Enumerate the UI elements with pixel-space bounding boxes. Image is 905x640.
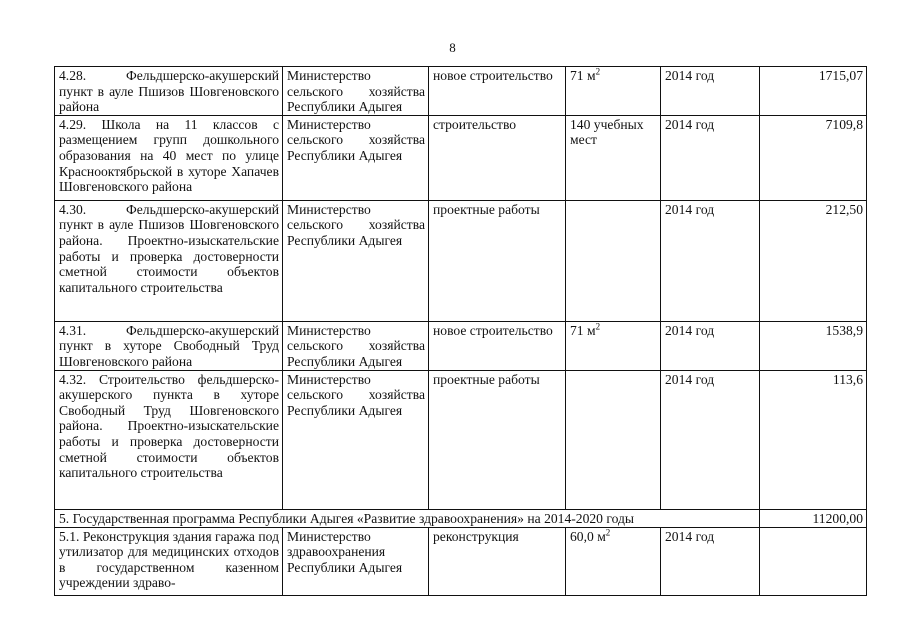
amount-cell <box>760 527 867 595</box>
section-total: 11200,00 <box>760 509 867 527</box>
work-type-cell: проектные работы <box>429 370 566 509</box>
object-name-cell: 4.32. Строительство фельдшерско-акушерского пункта в хуторе Свободный Труд Шовгеновского района. Проектно-изыскательские работы и проверка достоверности сметной стоимости объектов капитального строительства <box>55 370 283 509</box>
ministry-cell: Министерство здравоохранения Республики Адыгея <box>283 527 429 595</box>
capacity-value: 71 м <box>570 68 596 83</box>
capacity-cell <box>566 67 661 116</box>
capacity-cell <box>566 321 661 370</box>
ministry-cell: Министерство сельского хозяйства Республики Адыгея <box>283 200 429 321</box>
object-name-cell: 4.30. Фельдшерско-акушерский пункт в ауле Пшизов Шовгеновского района. Проектно-изыскательские работы и проверка достоверности сметной стоимости объектов капитального строительства <box>55 200 283 321</box>
capacity-value: 71 м <box>570 322 596 338</box>
year-cell: 2014 год <box>661 527 760 595</box>
year-cell: 2014 год <box>661 67 760 116</box>
table-body <box>55 67 867 596</box>
table-row <box>55 527 867 595</box>
year-cell: 2014 год <box>661 370 760 509</box>
table-row <box>55 321 867 370</box>
amount-cell: 113,6 <box>760 370 867 509</box>
year-cell: 2014 год <box>661 321 760 370</box>
year-cell: 2014 год <box>661 200 760 321</box>
page-number: 8 <box>449 40 456 55</box>
capacity-unit-superscript: 2 <box>595 66 601 77</box>
work-type-cell: строительство <box>429 115 566 200</box>
capacity-unit-superscript: 2 <box>605 527 611 538</box>
table-row <box>55 370 867 509</box>
ministry-cell: Министерство сельского хозяйства Республики Адыгея <box>283 321 429 370</box>
work-type-cell: новое строительство <box>429 321 566 370</box>
table-row <box>55 200 867 321</box>
amount-cell: 7109,8 <box>760 115 867 200</box>
capacity-cell <box>566 200 661 321</box>
section-row <box>55 509 867 527</box>
objects-table <box>54 66 867 596</box>
capacity-value: 140 учебных мест <box>570 116 644 148</box>
table-row <box>55 115 867 200</box>
amount-cell: 1538,9 <box>760 321 867 370</box>
ministry-cell: Министерство сельского хозяйства Республики Адыгея <box>283 115 429 200</box>
capacity-value: 60,0 м <box>570 528 606 544</box>
ministry-cell: Министерство сельского хозяйства Республики Адыгея <box>283 67 429 116</box>
capacity-cell <box>566 370 661 509</box>
work-type-cell: новое строительство <box>429 67 566 116</box>
section-title: 5. Государственная программа Республики Адыгея «Развитие здравоохранения» на 2014-2020 годы <box>55 509 760 527</box>
table-row <box>55 67 867 116</box>
capacity-cell <box>566 527 661 595</box>
object-name-cell: 5.1. Реконструкция здания гаража под утилизатор для медицинских отходов в государственном казенном учреждении здраво- <box>55 527 283 595</box>
amount-cell: 1715,07 <box>760 67 867 116</box>
capacity-unit-superscript: 2 <box>595 321 601 332</box>
object-name-cell: 4.29. Школа на 11 классов с размещением групп дошкольного образования на 40 мест по улице Краснооктябрьской в хуторе Хапачев Шовгеновского района <box>55 115 283 200</box>
ministry-cell: Министерство сельского хозяйства Республики Адыгея <box>283 370 429 509</box>
work-type-cell: реконструкция <box>429 527 566 595</box>
amount-cell: 212,50 <box>760 200 867 321</box>
work-type-cell: проектные работы <box>429 200 566 321</box>
capacity-cell <box>566 115 661 200</box>
object-name-cell: 4.28. Фельдшерско-акушерский пункт в ауле Пшизов Шовгеновского района <box>55 67 283 116</box>
object-name-cell: 4.31. Фельдшерско-акушерский пункт в хуторе Свободный Труд Шовгеновского района <box>55 321 283 370</box>
year-cell: 2014 год <box>661 115 760 200</box>
